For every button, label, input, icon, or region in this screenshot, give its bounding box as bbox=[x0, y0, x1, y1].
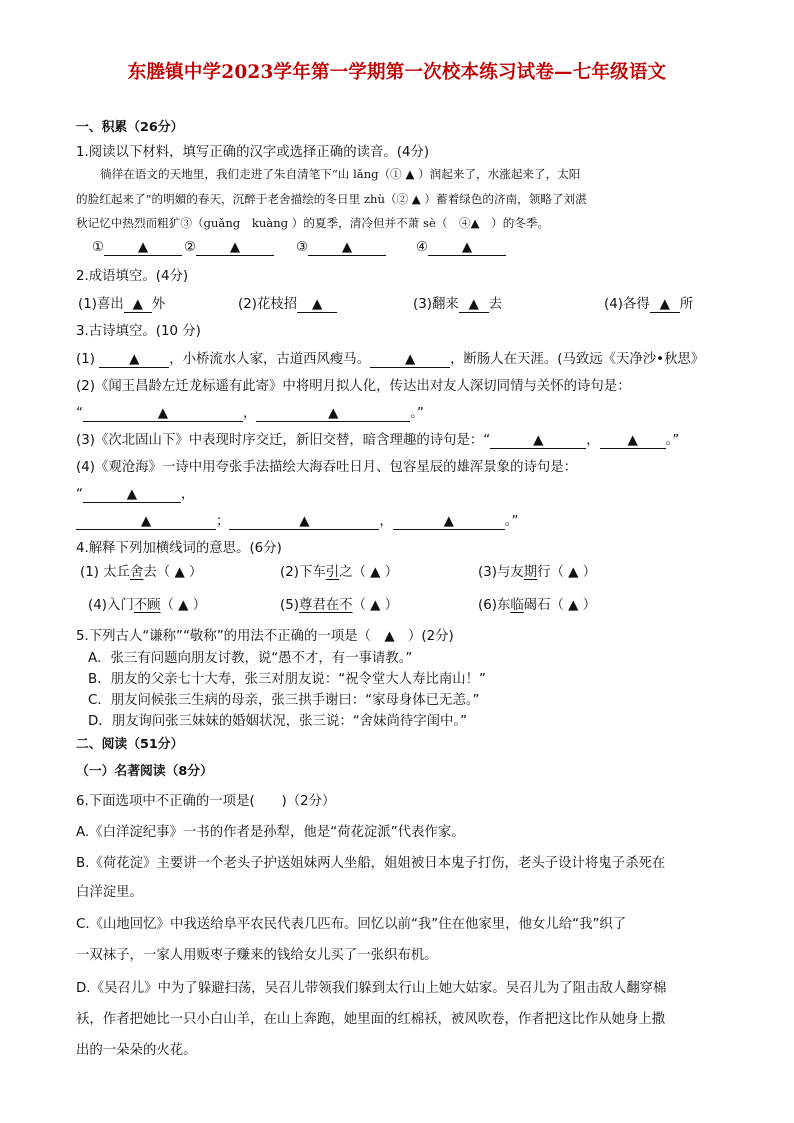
q4-item-3[interactable]: (3)与友期行（ ▲ ） bbox=[478, 565, 597, 580]
q3-line-4-answer-a: “ ▲ ， bbox=[76, 487, 195, 502]
q1-answer-blank-1[interactable]: ① ▲ bbox=[92, 240, 182, 256]
q3-blank-4b[interactable]: ▲ bbox=[76, 514, 216, 530]
q6-option-b-line-2: 白洋淀里。 bbox=[76, 885, 143, 900]
q6-option-d-line-3: 出的一朵朵的火花。 bbox=[76, 1043, 197, 1058]
q1-passage-line-3: 秋记忆中热烈而粗犷③（guǎng kuàng ）的夏季，清冷但并不萧 sè（ ④▲ ）的冬季。 bbox=[76, 216, 550, 230]
q1-answer-blank-4[interactable]: ④ ▲ bbox=[416, 240, 506, 256]
q6-option-d-line-2: 袄，作者把她比一只小白山羊，在山上奔跑，她里面的红棉袄，被风吹卷，作者把这比作从她身上撒 bbox=[76, 1012, 666, 1027]
q2-stem: 2.成语填空。(4分) bbox=[76, 269, 189, 284]
q3-line-4-answer-b: ▲ ； ▲ ， ▲ 。” bbox=[76, 510, 518, 530]
q6-option-c-line-1[interactable]: C.《山地回忆》中我送给阜平农民代表几匹布。回忆以前“我”住在他家里，他女儿给“我”织了 bbox=[76, 917, 627, 932]
q4-item-6[interactable]: (6)东临碣石（ ▲ ） bbox=[478, 598, 597, 613]
q3-line-1: (1) ▲ ，小桥流水人家，古道西风瘦马。 ▲ ，断肠人在天涯。(马致远《天净沙•秋思》 bbox=[76, 352, 705, 367]
q2-idiom-3[interactable]: (3)翻来 ▲ 去 bbox=[413, 297, 503, 312]
q3-blank-4a[interactable]: ▲ bbox=[83, 487, 181, 503]
q3-blank-2b[interactable]: ▲ bbox=[256, 406, 410, 422]
q3-blank-3b[interactable]: ▲ bbox=[600, 433, 666, 449]
section-2-subheading: （一）名著阅读（8分） bbox=[76, 764, 213, 779]
q6-option-b-line-1[interactable]: B.《荷花淀》主要讲一个老头子护送姐妹两人坐船，姐姐被日本鬼子打伤，老头子设计将鬼子杀死在 bbox=[76, 856, 666, 871]
q3-blank-1b[interactable]: ▲ bbox=[370, 352, 450, 368]
q3-line-4: (4)《观沧海》一诗中用夸张手法描绘大海吞吐日月、包容星辰的雄浑景象的诗句是： bbox=[76, 460, 578, 475]
q1-passage-line-1: 徜徉在语文的天地里，我们走进了朱自清笔下“山 lǎng（① ▲ ）润起来了，水涨起来了，太阳 bbox=[100, 167, 581, 181]
q4-stem: 4.解释下列加横线词的意思。(6分) bbox=[76, 541, 282, 556]
q5-option-d[interactable]: D．朋友询问张三妹妹的婚姻状况，张三说：“舍妹尚待字闺中。” bbox=[88, 714, 468, 729]
q6-option-d-line-1[interactable]: D.《吴召儿》中为了躲避扫荡，吴召儿带领我们躲到太行山上她大姑家。吴召儿为了阻击敌人翻穿棉 bbox=[76, 981, 667, 996]
q3-line-2: (2)《闻王昌龄左迁龙标遥有此寄》中将明月拟人化，传达出对友人深切同情与关怀的诗句是： bbox=[76, 379, 631, 394]
q3-stem: 3.古诗填空。(10 分) bbox=[76, 324, 201, 339]
q2-idiom-4[interactable]: (4)各得 ▲ 所 bbox=[604, 297, 694, 312]
section-1-heading: 一、积累（26分） bbox=[76, 120, 184, 135]
q3-blank-2a[interactable]: ▲ bbox=[83, 406, 243, 422]
q6-option-c-line-2: 一双袜子，一家人用贩枣子赚来的钱给女儿买了一张织布机。 bbox=[76, 948, 438, 963]
q1-stem: 1.阅读以下材料，填写正确的汉字或选择正确的读音。(4分) bbox=[76, 145, 430, 160]
q4-item-2[interactable]: (2)下车引之（ ▲ ） bbox=[280, 565, 399, 580]
q3-line-2-answer: “ ▲ ， ▲ 。” bbox=[76, 406, 424, 421]
q3-blank-4d[interactable]: ▲ bbox=[393, 514, 505, 530]
q3-blank-3a[interactable]: ▲ bbox=[490, 433, 586, 449]
q5-option-c[interactable]: C．朋友问候张三生病的母亲，张三拱手谢曰：“家母身体已无恙。” bbox=[88, 693, 480, 708]
q5-stem: 5.下列古人“谦称”“敬称”的用法不正确的一项是（ ▲ ）(2分) bbox=[76, 629, 454, 644]
q4-item-1[interactable]: (1) 太丘舍去（ ▲ ） bbox=[80, 565, 203, 580]
q3-blank-4c[interactable]: ▲ bbox=[229, 514, 379, 530]
section-2-heading: 二、阅读（51分） bbox=[76, 737, 184, 752]
q2-idiom-2[interactable]: (2)花枝招 ▲ bbox=[238, 293, 337, 313]
q4-item-5[interactable]: (5)尊君在不（ ▲ ） bbox=[280, 598, 399, 613]
q6-stem: 6.下面选项中不正确的一项是( )（2分） bbox=[76, 794, 336, 809]
q4-item-4[interactable]: (4)入门不顾（ ▲ ） bbox=[88, 598, 207, 613]
exam-title: 东塍镇中学2023学年第一学期第一次校本练习试卷—七年级语文 bbox=[127, 62, 667, 83]
q5-option-b[interactable]: B．朋友的父亲七十大寿，张三对朋友说：“祝令堂大人寿比南山！” bbox=[88, 672, 486, 687]
q1-answer-blank-2[interactable]: ② ▲ bbox=[184, 240, 274, 256]
q3-blank-1a[interactable]: ▲ bbox=[99, 352, 169, 368]
q5-option-a[interactable]: A．张三有问题向朋友讨教，说“愚不才，有一事请教。” bbox=[88, 651, 413, 666]
q6-option-a[interactable]: A.《白洋淀纪事》一书的作者是孙犁，他是“荷花淀派”代表作家。 bbox=[76, 825, 465, 840]
q1-passage-line-2: 的脸红起来了”的明媚的春天，沉醉于老舍描绘的冬日里 zhù（② ▲ ）蓄着绿色的济南，领略了刘湛 bbox=[76, 192, 587, 206]
q2-idiom-1[interactable]: (1)喜出 ▲ 外 bbox=[78, 297, 166, 312]
q1-answer-blank-3[interactable]: ③ ▲ bbox=[296, 240, 386, 256]
q3-line-3: (3)《次北固山下》中表现时序交迁，新旧交替，暗含理趣的诗句是：“ ▲ ， ▲ 。” bbox=[76, 433, 680, 448]
